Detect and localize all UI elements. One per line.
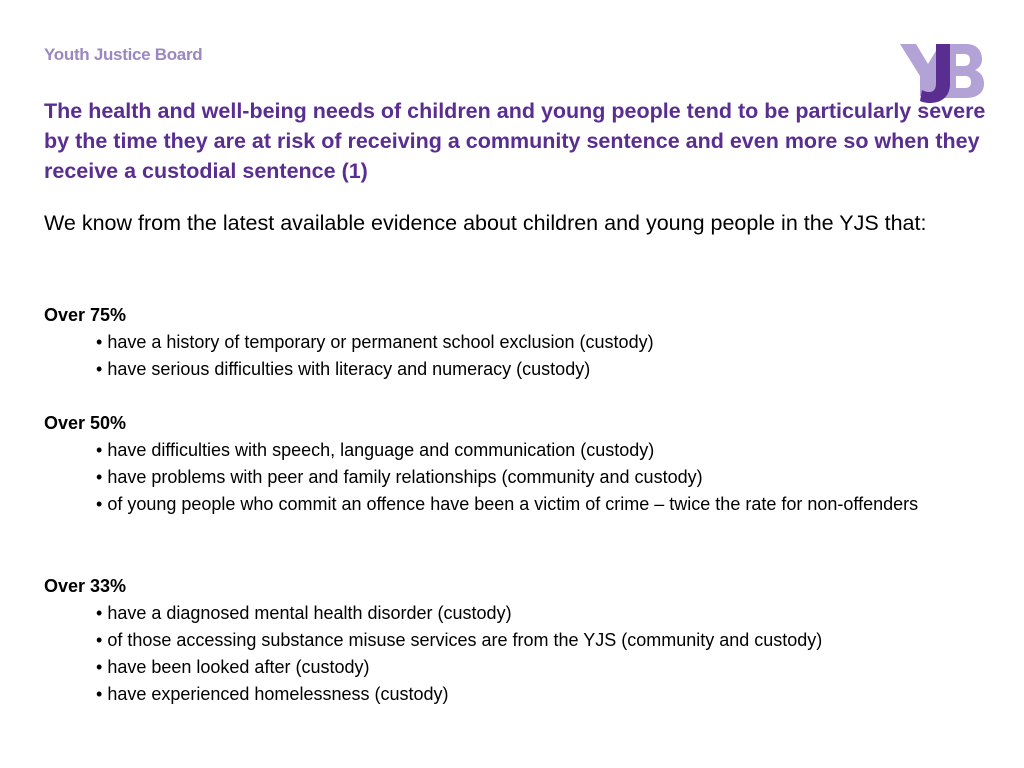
group-heading-over-50: Over 50% xyxy=(44,413,127,433)
intro-text: We know from the latest available evidence about children and young people in the YJS that: xyxy=(44,211,927,235)
list-item: • have experienced homelessness (custody) xyxy=(96,681,996,708)
org-name: Youth Justice Board xyxy=(44,45,203,64)
list-item: • have problems with peer and family relationships (community and custody) xyxy=(96,464,996,491)
bullet-list-over-50 xyxy=(96,437,996,518)
list-item: • have serious difficulties with literacy and numeracy (custody) xyxy=(96,356,996,383)
yjb-logo xyxy=(898,40,984,104)
group-heading-over-75: Over 75% xyxy=(44,305,127,325)
group-heading-over-33: Over 33% xyxy=(44,576,127,596)
list-item: • of those accessing substance misuse services are from the YJS (community and custody) xyxy=(96,627,996,654)
headline: The health and well-being needs of children and young people tend to be particularly severe by the time they are at risk of receiving a community sentence and even more so when they receive a custodial sentence (1) xyxy=(44,99,986,183)
list-item: • have a history of temporary or permanent school exclusion (custody) xyxy=(96,329,996,356)
list-item: • of young people who commit an offence have been a victim of crime – twice the rate for non-offenders xyxy=(96,491,996,518)
yjb-logo-mark xyxy=(898,40,984,104)
bullet-list-over-33 xyxy=(96,600,996,708)
list-item: • have a diagnosed mental health disorder (custody) xyxy=(96,600,996,627)
list-item: • have difficulties with speech, language and communication (custody) xyxy=(96,437,996,464)
list-item: • have been looked after (custody) xyxy=(96,654,996,681)
bullet-list-over-75 xyxy=(96,329,996,383)
